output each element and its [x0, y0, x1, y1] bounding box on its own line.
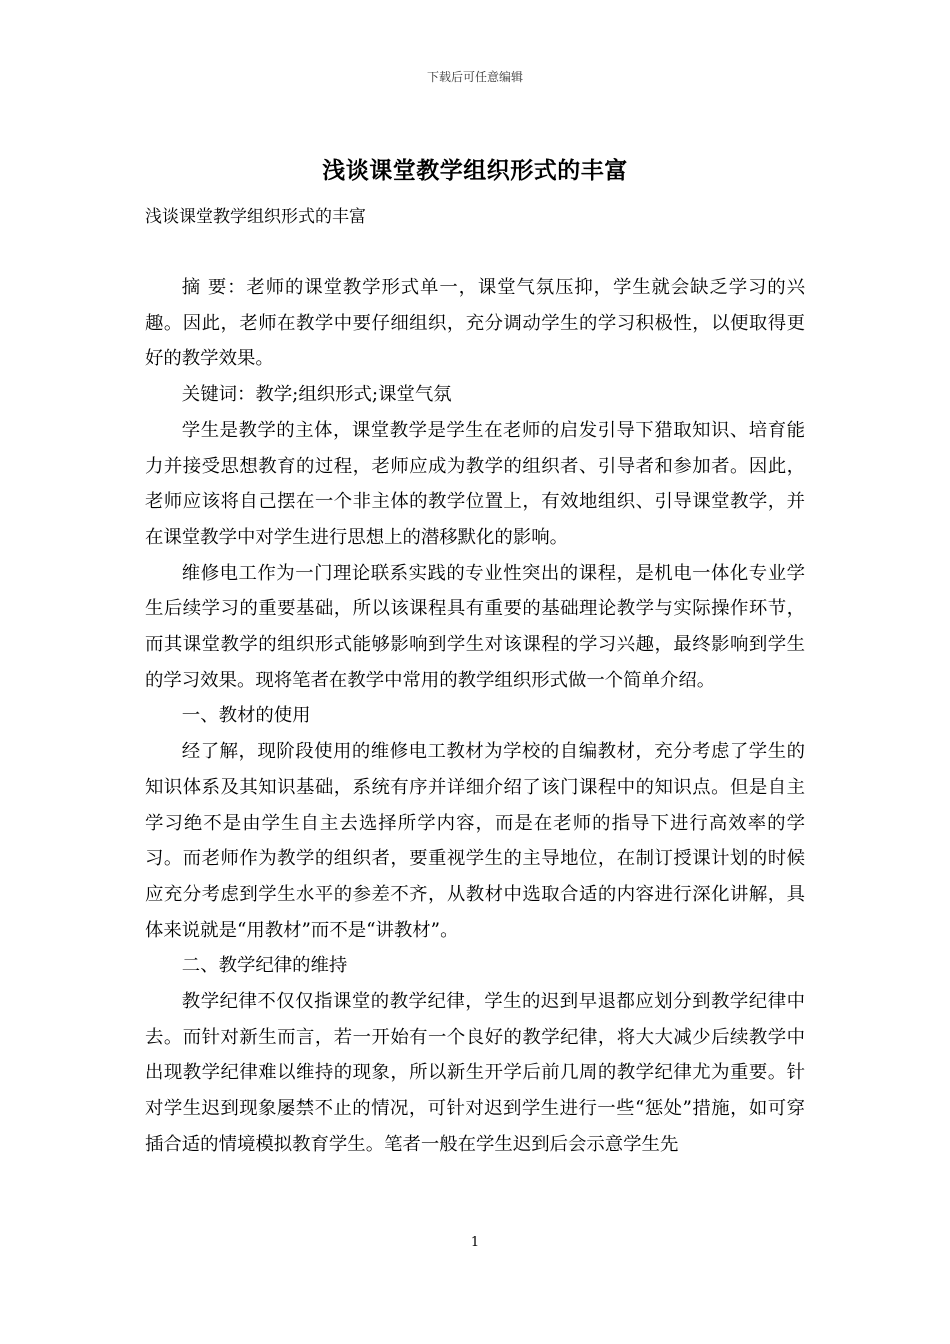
abstract-paragraph: 摘 要：老师的课堂教学形式单一，课堂气氛压抑，学生就会缺乏学习的兴趣。因此，老师在教学中要仔细组织，充分调动学生的学习积极性，以便取得更好的教学效果。 — [145, 277, 805, 370]
section-heading: 二、教学纪律的维持 — [181, 955, 348, 977]
page-number: 1 — [470, 1235, 480, 1250]
body-paragraph: 经了解，现阶段使用的维修电工教材为学校的自编教材，充分考虑了学生的知识体系及其知识基础，系统有序并详细介绍了该门课程中的知识点。但是自主学习绝不是由学生自主去选择所学内容，而是在老师的指导下进行高效率的学习。而老师作为教学的组织者，要重视学生的主导地位，在制订授课计划的时候应充分考虑到学生水平的参差不齐，从教材中选取合适的内容进行深化讲解，具体来说就是“用教材”而不是“讲教材”。 — [145, 741, 805, 941]
body-paragraph: 维修电工作为一门理论联系实践的专业性突出的课程，是机电一体化专业学生后续学习的重要基础，所以该课程具有重要的基础理论教学与实际操作环节，而其课堂教学的组织形式能够影响到学生对该课程的学习兴趣，最终影响到学生的学习效果。现将笔者在教学中常用的教学组织形式做一个简单介绍。 — [145, 562, 805, 691]
document-body — [145, 270, 805, 1163]
document-title: 浅谈课堂教学组织形式的丰富 — [322, 157, 628, 184]
keywords-paragraph: 关键词：教学;组织形式;课堂气氛 — [181, 384, 452, 406]
section-heading: 一、教材的使用 — [181, 705, 311, 727]
body-paragraph: 学生是教学的主体，课堂教学是学生在老师的启发引导下猎取知识、培育能力并接受思想教育的过程，老师应成为教学的组织者、引导者和参加者。因此，老师应该将自己摆在一个非主体的教学位置上，有效地组织、引导课堂教学，并在课堂教学中对学生进行思想上的潜移默化的影响。 — [145, 419, 805, 548]
body-paragraph: 教学纪律不仅仅指课堂的教学纪律，学生的迟到早退都应划分到教学纪律中去。而针对新生而言，若一开始有一个良好的教学纪律，将大大减少后续教学中出现教学纪律难以维持的现象，所以新生开学后前几周的教学纪律尤为重要。针对学生迟到现象屡禁不止的情况，可针对迟到学生进行一些“惩处”措施，如可穿插合适的情境模拟教育学生。笔者一般在学生迟到后会示意学生先 — [145, 991, 805, 1155]
document-subtitle: 浅谈课堂教学组织形式的丰富 — [145, 207, 366, 227]
page-header-note: 下载后可任意编辑 — [426, 70, 523, 84]
